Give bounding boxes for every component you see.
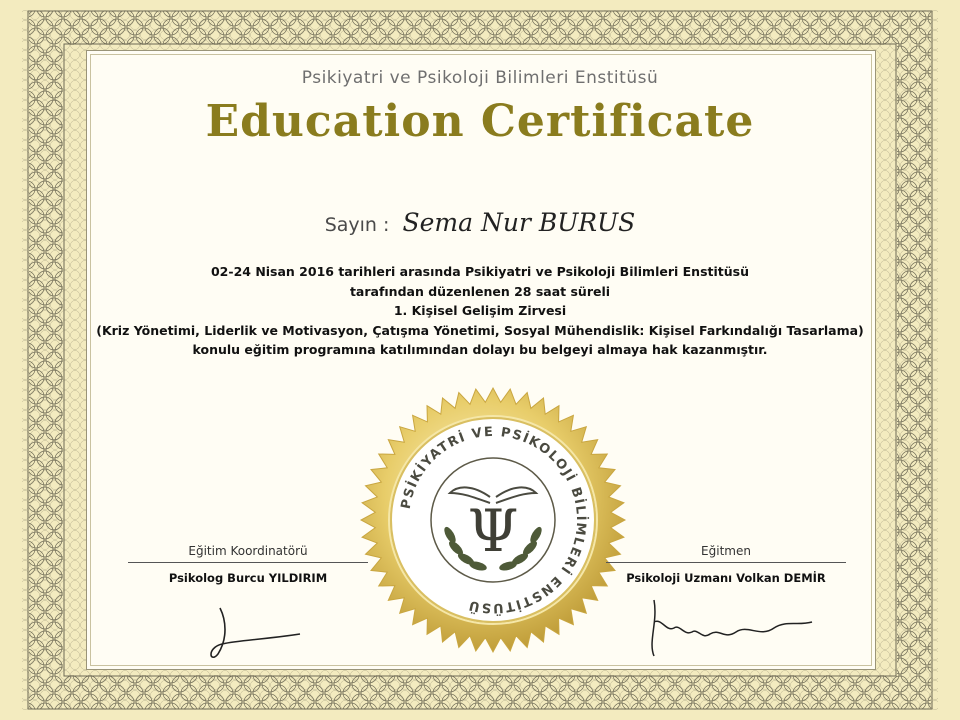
body-line: 1. Kişisel Gelişim Zirvesi [393, 303, 567, 318]
certificate-body [0, 262, 960, 360]
signature-block-coordinator [128, 544, 368, 585]
gold-seal [358, 385, 628, 655]
signature-block-trainer [606, 544, 846, 585]
signature-person: Psikoloji Uzmanı Volkan DEMİR [626, 571, 826, 585]
signature-line [128, 562, 368, 563]
body-line: 02-24 Nisan 2016 tarihleri arasında Psikiyatri ve Psikoloji Bilimleri Enstitüsü [210, 264, 749, 279]
psi-symbol-icon: Ψ [467, 497, 519, 565]
seal-ring-text: PSİKİYATRİ VE PSİKOLOJİ BİLİMLERİ ENSTİTÜSÜ [398, 424, 589, 616]
recipient-label: Sayın : [324, 214, 390, 236]
recipient [0, 208, 960, 237]
body-line: (Kriz Yönetimi, Liderlik ve Motivasyon, Çatışma Yönetimi, Sosyal Mühendislik: Kişisel Farkındalığı Tasarlama) [96, 322, 864, 338]
body-line: tarafından düzenlenen 28 saat süreli [349, 283, 611, 299]
body-line: konulu eğitim programına katılımından dolayı bu belgeyi almaya hak kazanmıştır. [192, 342, 768, 357]
signature-role: Eğitim Koordinatörü [188, 544, 308, 558]
recipient-name: Sema Nur BURUS [402, 208, 636, 237]
signature-role: Eğitmen [701, 544, 751, 558]
signature-person: Psikolog Burcu YILDIRIM [168, 571, 328, 585]
institute-name: Psikiyatri ve Psikoloji Bilimleri Enstitüsü [301, 68, 659, 88]
handwritten-signature-left [200, 598, 310, 668]
handwritten-signature-right [640, 592, 820, 662]
certificate-title: Education Certificate [205, 96, 755, 147]
signature-line [606, 562, 846, 563]
